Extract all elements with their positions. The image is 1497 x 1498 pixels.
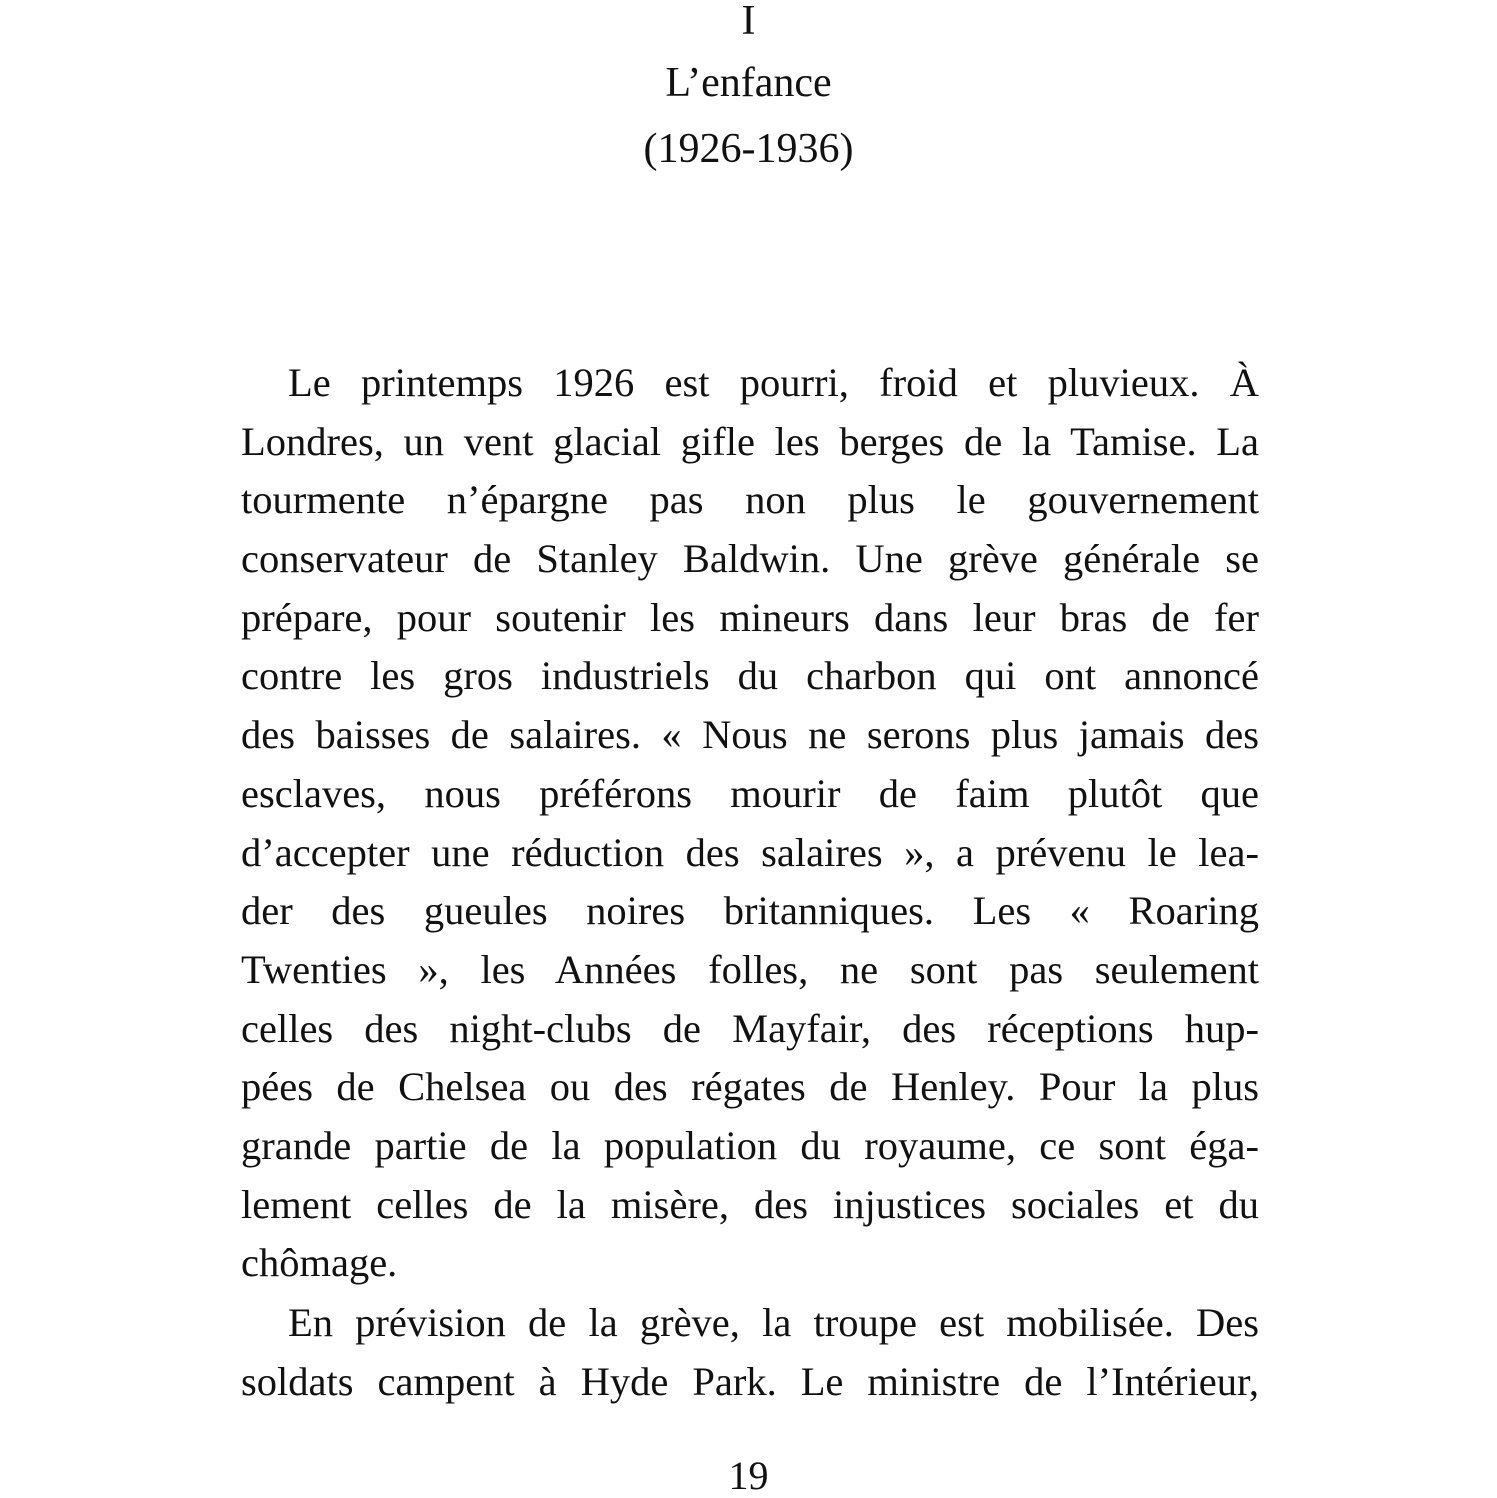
text-line: lement celles de la misère, des injustices sociales et du (241, 1181, 1259, 1227)
text-line: celles des night-clubs de Mayfair, des réceptions hup- (241, 1005, 1259, 1051)
text-line: conservateur de Stanley Baldwin. Une grève générale se (241, 536, 1259, 582)
text-line: esclaves, nous préférons mourir de faim plutôt que (241, 770, 1259, 816)
text-line: soldats campent à Hyde Park. Le ministre de l’Intérieur, (241, 1358, 1259, 1404)
text-line: chômage. (241, 1240, 398, 1286)
text-line: prépare, pour soutenir les mineurs dans leur bras de fer (241, 594, 1259, 640)
chapter-title: L’enfance (665, 60, 832, 106)
paragraph-1 (241, 354, 1259, 1293)
page-number: 19 (728, 1453, 769, 1498)
text-line: pées de Chelsea ou des régates de Henley. Pour la plus (241, 1064, 1259, 1110)
text-line: contre les gros industriels du charbon qui ont annoncé (241, 653, 1259, 699)
text-line: d’accepter une réduction des salaires », a prévenu le lea- (241, 829, 1259, 875)
text-line: Londres, un vent glacial gifle les berges de la Tamise. La (241, 418, 1259, 464)
text-line: Le printemps 1926 est pourri, froid et pluvieux. À (288, 360, 1259, 405)
text-line: Twenties », les Années folles, ne sont pas seulement (241, 946, 1259, 992)
chapter-dates: (1926-1936) (643, 126, 854, 172)
chapter-number: I (741, 0, 756, 44)
text-line: tourmente n’épargne pas non plus le gouvernement (241, 477, 1259, 523)
text-line: des baisses de salaires. « Nous ne serons plus jamais des (241, 712, 1259, 758)
text-line: der des gueules noires britanniques. Les « Roaring (241, 888, 1259, 934)
paragraph-2 (241, 1294, 1259, 1411)
text-line: En prévision de la grève, la troupe est mobilisée. Des (288, 1300, 1259, 1345)
text-line: grande partie de la population du royaume, ce sont éga- (241, 1122, 1259, 1168)
